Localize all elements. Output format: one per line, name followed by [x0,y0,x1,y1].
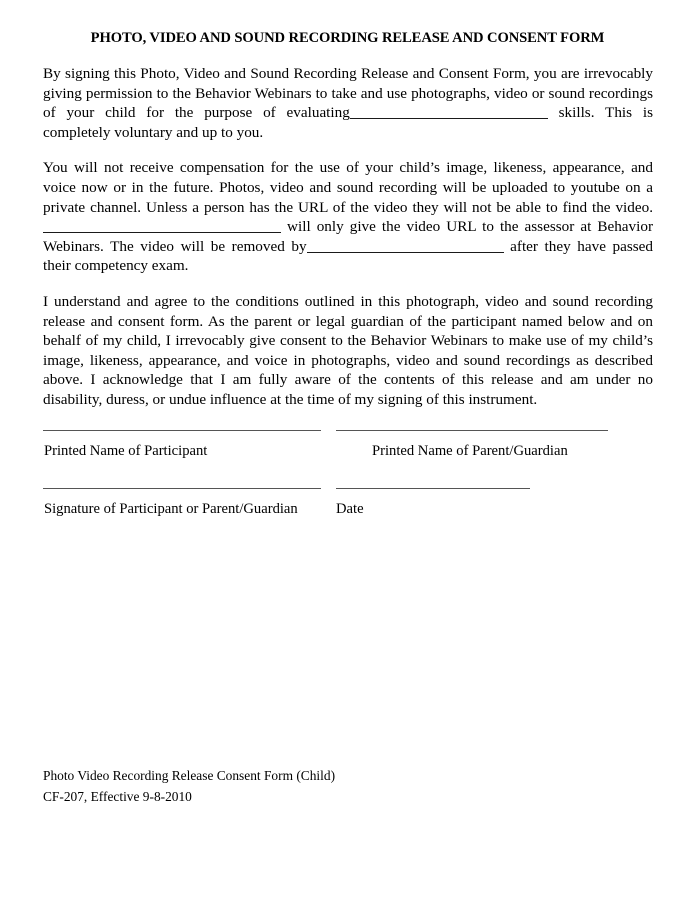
signature-label: Signature of Participant or Parent/Guardian [44,501,298,517]
date-line[interactable] [336,488,530,489]
signature-line[interactable] [43,488,321,489]
footer-form-name: Photo Video Recording Release Consent Form (Child) [43,768,336,783]
url-provider-blank-field[interactable] [43,219,281,233]
paragraph-compensation-text-a: You will not receive compensation for the use of your child’s image, likeness, appearance, and voice now or in the future. Photos, video and sound recording will be uploaded to youtube on a private channel. Unless a person has the URL of the video they will not be able to find the video. [43,159,653,216]
skills-blank-field[interactable] [350,105,548,119]
paragraph-compensation-text-c: after they have passed their competency exam. [43,237,654,275]
paragraph-permission-text-a: By signing this Photo, Video and Sound Recording Release and Consent Form, you are irrevocably giving permission to the Behavior Webinars to take and use photographs, video or sound recordings of your child for the purpose of evaluating [43,65,653,122]
paragraph-acknowledgement: I understand and agree to the conditions outlined in this photograph, video and sound recording release and consent form. As the parent or legal guardian of the participant named below and on behalf of my child, I irrevocably give consent to the Behavior Webinars to make use of my child’s image, likeness, appearance, and voice in photographs, video and sound recordings as described above. I acknowledge that I am fully aware of the contents of this release and am under no disability, duress, or undue influence at the time of my signing of this instrument. [43,292,653,408]
page-title: PHOTO, VIDEO AND SOUND RECORDING RELEASE AND CONSENT FORM [90,30,605,46]
paragraph-permission [43,64,653,142]
paragraph-permission-text-b: skills. This is completely voluntary and up to you. [43,104,653,141]
printed-name-participant-label: Printed Name of Participant [44,443,208,459]
document-body [43,64,653,410]
paragraph-compensation [43,158,653,276]
footer-form-code: CF-207, Effective 9-8-2010 [43,789,192,804]
printed-name-participant-line[interactable] [43,430,321,431]
printed-name-guardian-line[interactable] [336,430,608,431]
signature-block [0,424,695,540]
paragraph-compensation-text-b: will only give the video URL to the assessor at Behavior Webinars. The video will be removed by [43,218,653,255]
removal-date-blank-field[interactable] [307,239,504,253]
signature-date-row [0,482,695,540]
date-label: Date [336,501,364,517]
printed-names-row [0,424,695,482]
document-footer [43,765,523,807]
printed-name-guardian-label: Printed Name of Parent/Guardian [372,443,568,459]
